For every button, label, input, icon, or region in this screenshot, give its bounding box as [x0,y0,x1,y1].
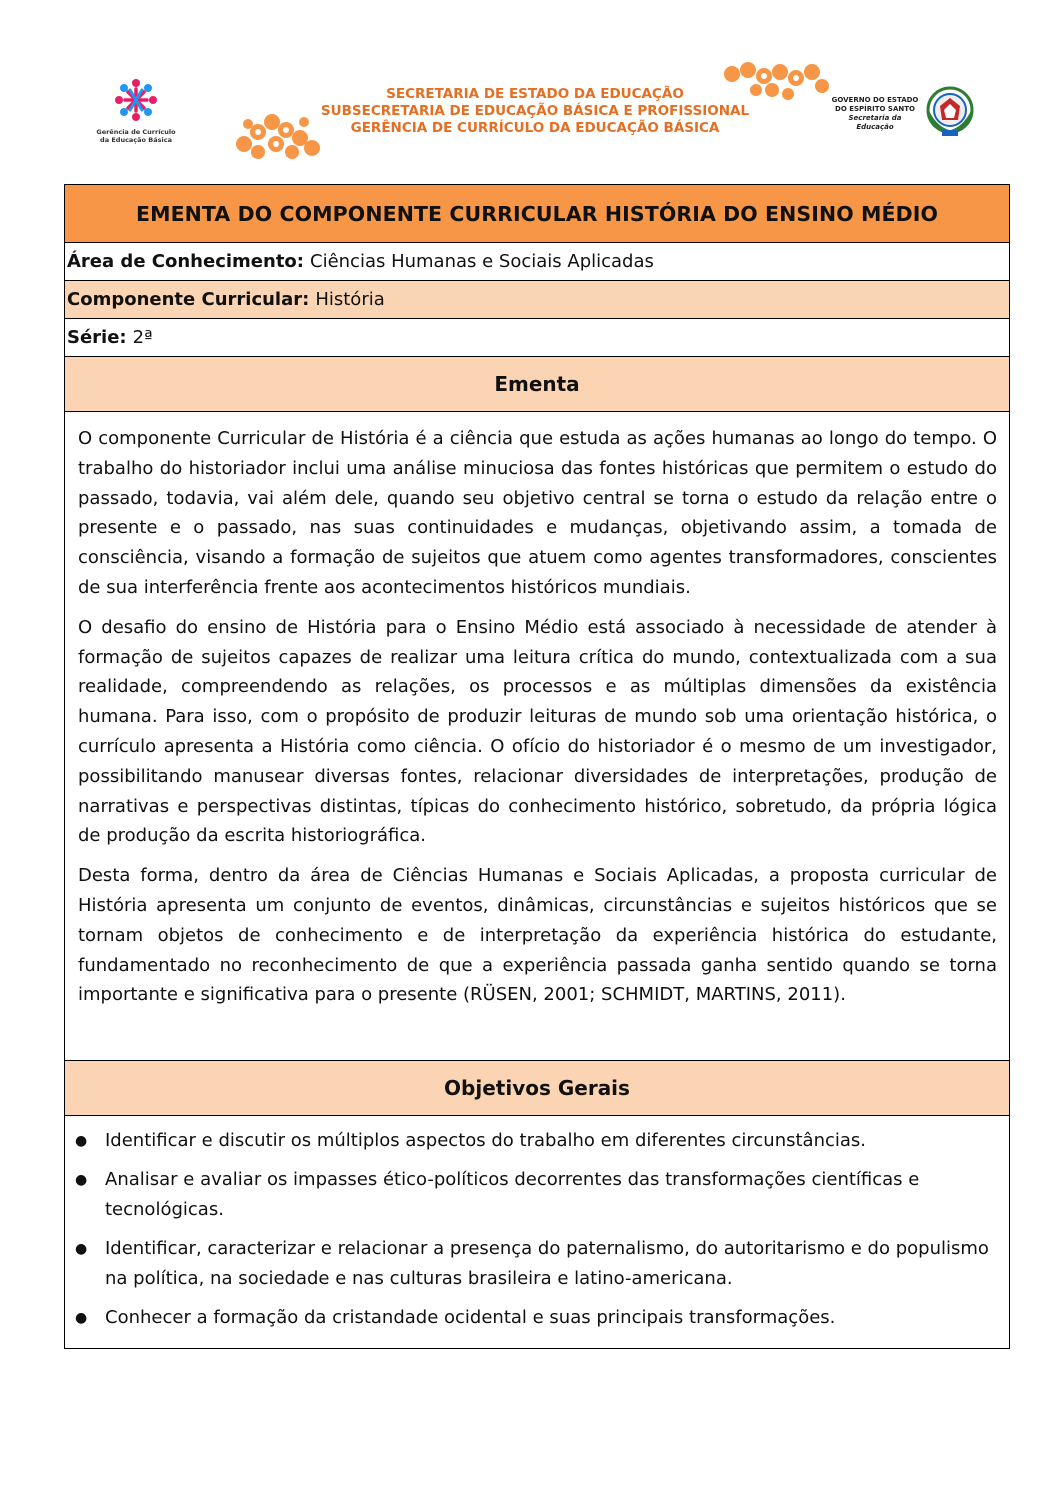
objetivo-text: Conhecer a formação da cristandade ocidental e suas principais transformações. [105,1307,836,1329]
page-header [0,0,1059,180]
ementa-paragraph: Desta forma, dentro da área de Ciências Humanas e Sociais Aplicadas, a proposta curricular de História apresenta um conjunto de eventos, dinâmicas, circunstâncias e sujeitos históricos que se tornam objetos de conhecimento e de interpretação da experiência histórica do estudante, fundamentado no reconhecimento de que a experiência passada ganha sentido quando se torna importante e significativa para o presente (RÜSEN, 2001; SCHMIDT, MARTINS, 2011). [78,865,997,1006]
list-item [73,1126,1001,1156]
objetivo-text: Identificar e discutir os múltiplos aspectos do trabalho em diferentes circunstâncias. [105,1130,867,1152]
gov-line-3: Secretaria da Educação [848,114,902,131]
bullet-icon: ● [75,1310,88,1327]
bullet-icon: ● [75,1133,88,1150]
ementa-heading: Ementa [494,372,580,396]
objetivos-list [65,1116,1009,1348]
secretaria-titles [300,86,770,137]
bullet-icon: ● [75,1241,88,1258]
bullet-icon: ● [75,1172,88,1189]
area-label: Área de Conhecimento: [67,251,304,272]
logo-caption-line2: da Educação Básica [100,136,172,144]
objetivos-heading-row [65,1061,1009,1116]
area-row [65,243,1009,281]
componente-value: História [315,289,385,310]
componente-row [65,281,1009,319]
ementa-body [65,412,1009,1061]
list-item [73,1303,1001,1333]
ementa-paragraph: O componente Curricular de História é a ciência que estuda as ações humanas ao longo do tempo. O trabalho do historiador inclui uma análise minuciosa das fontes históricas que permitem o estudo do passado, todavia, vai além dele, quando seu objetivo central se torna o estudo da relação entre o presente e o passado, nas suas continuidades e mudanças, objetivando assim, a tomada de consciência, visando a formação de sujeitos que atuem como agentes transformadores, conscientes de sua interferência frente aos acontecimentos históricos mundiais. [78,428,997,598]
curriculo-logo [96,76,176,151]
secretaria-title: SECRETARIA DE ESTADO DA EDUCAÇÃO [386,86,684,102]
list-item [73,1165,1001,1225]
gov-line-1: GOVERNO DO ESTADO [831,96,919,104]
list-item [73,1234,1001,1294]
gov-line-2: DO ESPÍRITO SANTO [835,105,915,113]
objetivos-heading: Objetivos Gerais [444,1076,630,1101]
document-title-row [65,185,1009,243]
gerencia-title: GERÊNCIA DE CURRÍCULO DA EDUCAÇÃO BÁSICA [350,120,720,136]
serie-row [65,319,1009,357]
objetivo-text: Identificar, caracterizar e relacionar a presença do paternalismo, do autoritarismo e do populismo na política, na sociedade e nas culturas brasileira e latino-americana. [105,1238,989,1290]
objetivo-text: Analisar e avaliar os impasses ético-políticos decorrentes das transformações científicas e tecnológicas. [105,1169,920,1221]
componente-label: Componente Curricular: [67,289,310,310]
subsecretaria-title: SUBSECRETARIA DE EDUCAÇÃO BÁSICA E PROFISSIONAL [320,103,750,119]
ementa-table [64,184,1010,1349]
logo-caption-line1: Gerência de Currículo [96,128,176,136]
area-value: Ciências Humanas e Sociais Aplicadas [310,251,654,272]
document-title: EMENTA DO COMPONENTE CURRICULAR HISTÓRIA DO ENSINO MÉDIO [135,201,939,226]
serie-value: 2ª [132,327,153,348]
governo-logo-text [830,96,920,132]
people-circle-icon [96,76,176,128]
coat-of-arms-icon [922,82,978,140]
ementa-heading-row [65,357,1009,412]
ementa-paragraph: O desafio do ensino de História para o Ensino Médio está associado à necessidade de atender à formação de sujeitos capazes de realizar uma leitura crítica do mundo, contextualizada com a sua realidade, compreendendo as relações, os processos e as múltiplas dimensões da existência humana. Para isso, com o propósito de produzir leituras de mundo sob uma orientação histórica, o currículo apresenta a História como ciência. O ofício do historiador é o mesmo de um investigador, possibilitando manusear diversas fontes, relacionar diversidades de interpretações, produção de narrativas e perspectivas distintas, típicas do conhecimento histórico, sobretudo, da própria lógica de produção da escrita historiográfica. [78,616,997,847]
serie-label: Série: [67,327,127,348]
